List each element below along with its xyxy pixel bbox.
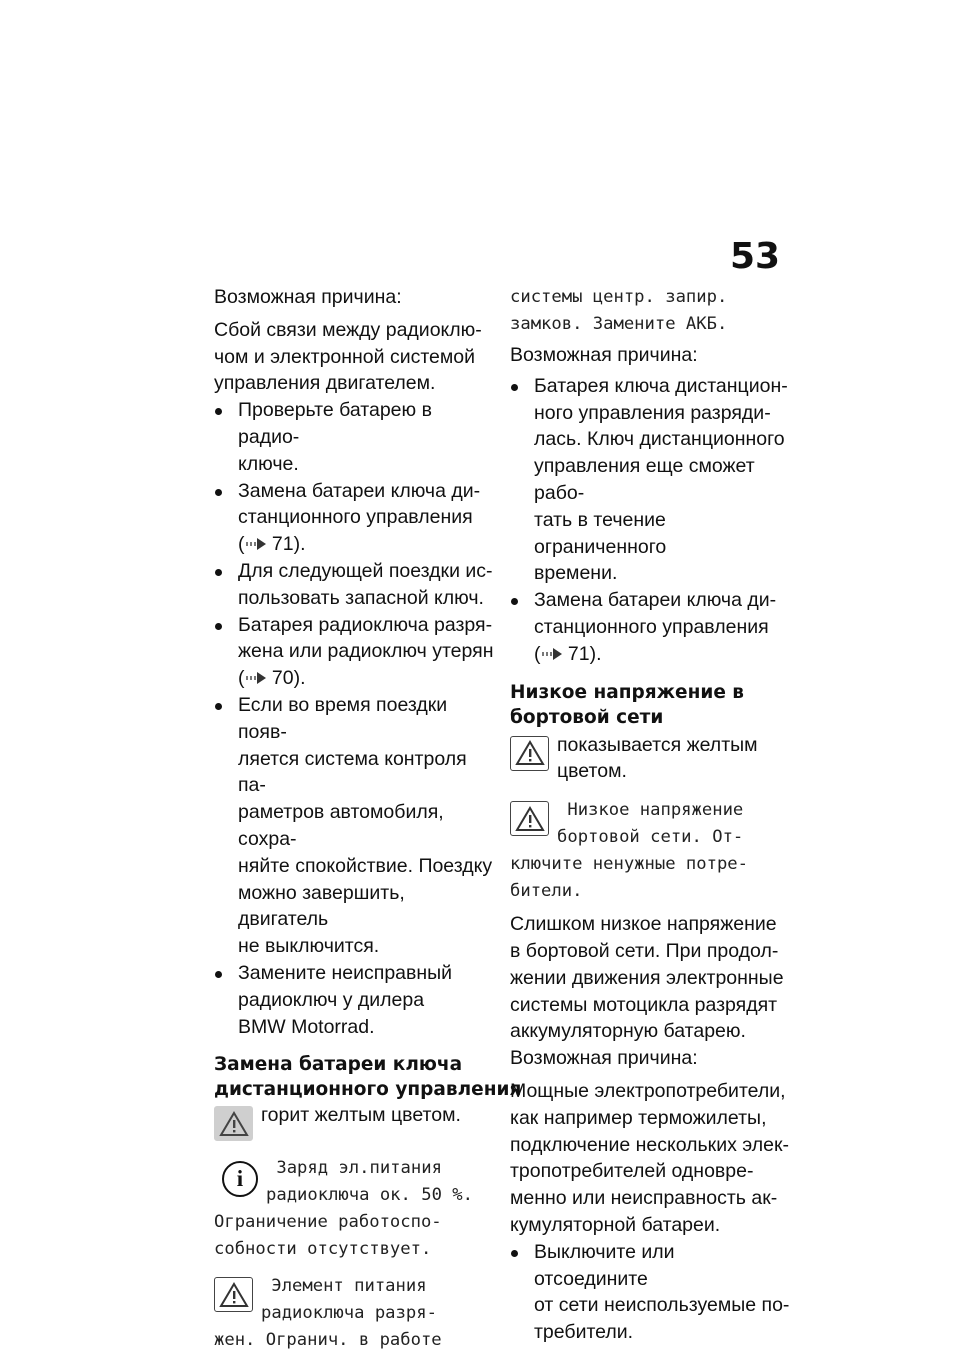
warning-triangle-icon bbox=[214, 1277, 253, 1312]
bullet-battery-lost: Батарея радиоключа разря- жена или радиоключ утерян ( 70). bbox=[214, 612, 496, 692]
warning-triangle-icon bbox=[214, 1106, 253, 1141]
section-heading-key-battery: Замена батареи ключа дистанционного управления bbox=[214, 1054, 522, 1101]
page-ref[interactable]: 70). bbox=[271, 667, 306, 690]
warning-message: Низкое напряжение бортовой сети. От- ключите ненужные потре- бители. bbox=[510, 800, 748, 902]
warning-message: Элемент питания радиоключа разря- жен. Огранич. в работе bbox=[214, 1276, 442, 1351]
bullet-replace-key: Замените неисправный радиоключ у дилера BMW Motorrad. bbox=[214, 960, 496, 1040]
warning-triangle-icon bbox=[510, 801, 549, 836]
info-message: i Заряд эл.питания радиоключа ок. 50 %. Ограничение работоспо- собности отсутствует. bbox=[214, 1158, 473, 1260]
possible-cause-label: Возможная причина: bbox=[510, 344, 698, 366]
bullet-check-battery: Проверьте батарею в радио- ключе. bbox=[214, 397, 496, 477]
cross-reference-arrow-icon bbox=[541, 647, 563, 661]
cause-text: Мощные электропотребители, как например терможилеты, подключение нескольких элек- тропотребителей одновре- менно или неисправность ак- кумуляторной батареи. bbox=[510, 1079, 790, 1236]
cause-text: Сбой связи между радиоклю- чом и электронной системой управления двигателем. bbox=[214, 318, 482, 395]
warning-triangle-icon bbox=[510, 736, 549, 771]
page-number: 53 bbox=[730, 236, 781, 277]
section-heading-low-voltage: Низкое напряжение в бортовой сети bbox=[510, 681, 745, 728]
right-column bbox=[510, 284, 790, 1346]
lamp-text: горит желтым цветом. bbox=[261, 1104, 461, 1127]
cross-reference-arrow-icon bbox=[245, 537, 267, 551]
bullet-disconnect-consumers: Выключите или отсоедините от сети неиспользуемые по- требители. bbox=[510, 1239, 790, 1346]
bullet-replace-battery: Замена батареи ключа ди- станционного управления ( 71). bbox=[214, 478, 496, 558]
page-ref[interactable]: 71). bbox=[271, 533, 306, 556]
bullet-replace-battery: Замена батареи ключа ди- станционного управления ( 71). bbox=[510, 587, 790, 667]
page-ref[interactable]: 71). bbox=[567, 642, 602, 665]
lamp-text: показывается желтым цветом. bbox=[557, 733, 758, 783]
low-voltage-explanation: Слишком низкое напряжение в бортовой сети. При продол- жении движения электронные системы мотоцикла разрядят аккумуляторную батарею. bbox=[510, 913, 784, 1043]
bullet-battery-discharged: Батарея ключа дистанцион- ного управления разряди- лась. Ключ дистанционного управления еще сможет рабо- тать в течение ограниченного времени. bbox=[510, 373, 790, 587]
info-icon: i bbox=[222, 1161, 258, 1197]
lamp-row bbox=[214, 1102, 496, 1141]
continued-message: системы центр. запир. замков. Замените АКБ. bbox=[510, 287, 728, 334]
possible-cause-label: Возможная причина: bbox=[214, 286, 402, 308]
left-column bbox=[214, 284, 522, 1354]
cross-reference-arrow-icon bbox=[245, 671, 267, 685]
bullet-stay-calm: Если во время поездки появ- ляется система контроля па- раметров автомобиля, сохра- няйте спокойствие. Поездку можно завершить, двигатель не выключится. bbox=[214, 692, 496, 960]
lamp-row bbox=[510, 732, 790, 786]
possible-cause-label: Возможная причина: bbox=[510, 1047, 698, 1070]
bullet-spare-key: Для следующей поездки ис- пользовать запасной ключ. bbox=[214, 558, 496, 612]
